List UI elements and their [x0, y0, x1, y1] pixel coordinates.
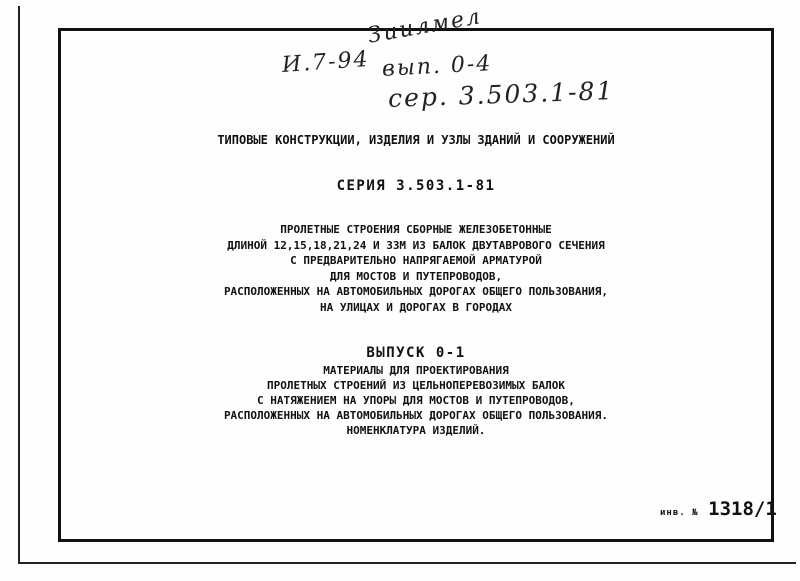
handwritten-note-3: вып. 0-4: [381, 51, 493, 82]
description-line: РАСПОЛОЖЕННЫХ НА АВТОМОБИЛЬНЫХ ДОРОГАХ ОБЩЕГО ПОЛЬЗОВАНИЯ,: [223, 285, 609, 298]
description-line: ДЛИНОЙ 12,15,18,21,24 И 33М ИЗ БАЛОК ДВУТАВРОВОГО СЕЧЕНИЯ: [227, 238, 605, 252]
handwritten-note-1: Зиилмел: [365, 4, 484, 49]
series-heading: СЕРИЯ 3.503.1-81: [336, 178, 496, 194]
issue-description-line: МАТЕРИАЛЫ ДЛЯ ПРОЕКТИРОВАНИЯ: [323, 364, 509, 377]
description-line: С ПРЕДВАРИТЕЛЬНО НАПРЯГАЕМОЙ АРМАТУРОЙ: [290, 254, 542, 267]
issue-description-line: РАСПОЛОЖЕННЫХ НА АВТОМОБИЛЬНЫХ ДОРОГАХ ОБЩЕГО ПОЛЬЗОВАНИЯ.: [223, 409, 609, 422]
issue-description-line: НОМЕНКЛАТУРА ИЗДЕЛИЙ.: [346, 424, 486, 437]
description-block: [58, 222, 774, 315]
description-line: ДЛЯ МОСТОВ И ПУТЕПРОВОДОВ,: [329, 269, 503, 283]
inventory-value: 1318/1: [708, 498, 777, 520]
issue-description-block: [58, 363, 774, 438]
issue-heading: ВЫПУСК 0-1: [366, 345, 466, 361]
handwritten-series-note: сер. 3.503.1-81: [387, 76, 615, 113]
issue-description-line: С НАТЯЖЕНИЕМ НА УПОРЫ ДЛЯ МОСТОВ И ПУТЕПРОВОДОВ,: [257, 394, 575, 407]
issue-description-line: ПРОЛЕТНЫХ СТРОЕНИЙ ИЗ ЦЕЛЬНОПЕРЕВОЗИМЫХ БАЛОК: [266, 379, 565, 392]
handwritten-note-2: И.7-94: [281, 46, 371, 79]
document-title: ТИПОВЫЕ КОНСТРУКЦИИ, ИЗДЕЛИЯ И УЗЛЫ ЗДАНИЙ И СООРУЖЕНИЙ: [217, 133, 615, 147]
description-line: ПРОЛЕТНЫЕ СТРОЕНИЯ СБОРНЫЕ ЖЕЛЕЗОБЕТОННЫЕ: [280, 223, 552, 236]
inventory-label: инв. №: [660, 508, 699, 518]
description-line: НА УЛИЦАХ И ДОРОГАХ В ГОРОДАХ: [319, 300, 513, 314]
inventory-number: [660, 498, 777, 520]
